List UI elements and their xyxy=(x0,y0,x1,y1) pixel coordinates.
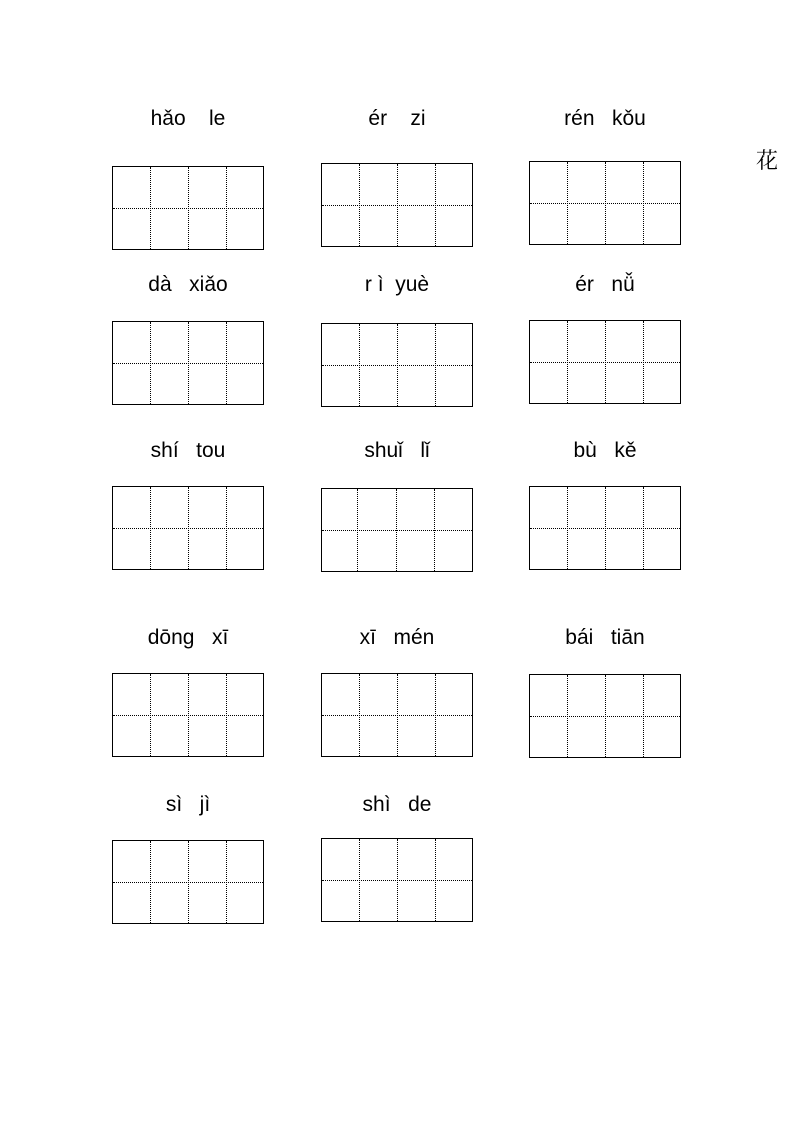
pinyin-label: ér zi xyxy=(368,107,426,130)
grid-horizontal-divider xyxy=(113,363,263,364)
grid-horizontal-divider xyxy=(113,882,263,883)
grid-horizontal-divider xyxy=(322,715,472,716)
writing-grid[interactable] xyxy=(321,488,473,572)
writing-grid[interactable] xyxy=(321,673,473,757)
grid-horizontal-divider xyxy=(530,716,680,717)
grid-horizontal-divider xyxy=(322,880,472,881)
side-character: 花 xyxy=(756,149,779,174)
grid-horizontal-divider xyxy=(530,203,680,204)
grid-horizontal-divider xyxy=(113,208,263,209)
grid-horizontal-divider xyxy=(322,530,472,531)
grid-horizontal-divider xyxy=(530,362,680,363)
grid-horizontal-divider xyxy=(322,365,472,366)
pinyin-label: hǎo le xyxy=(150,107,226,130)
writing-grid[interactable] xyxy=(112,840,264,924)
writing-grid[interactable] xyxy=(112,166,264,250)
pinyin-label: bù kě xyxy=(573,439,637,462)
grid-horizontal-divider xyxy=(113,715,263,716)
writing-grid[interactable] xyxy=(112,486,264,570)
grid-horizontal-divider xyxy=(530,528,680,529)
pinyin-label: dōng xī xyxy=(147,626,229,649)
writing-grid[interactable] xyxy=(529,161,681,245)
writing-grid[interactable] xyxy=(529,486,681,570)
pinyin-label: dà xiǎo xyxy=(148,273,228,296)
pinyin-label: xī mén xyxy=(359,626,435,649)
pinyin-label: sì jì xyxy=(165,793,211,816)
pinyin-label: shì de xyxy=(362,793,432,816)
pinyin-label: ér nǚ xyxy=(575,273,635,296)
grid-horizontal-divider xyxy=(322,205,472,206)
pinyin-label: shuǐ lǐ xyxy=(364,439,430,462)
writing-grid[interactable] xyxy=(529,320,681,404)
pinyin-label: rén kǒu xyxy=(564,107,646,130)
grid-horizontal-divider xyxy=(113,528,263,529)
writing-grid[interactable] xyxy=(112,321,264,405)
pinyin-label: bái tiān xyxy=(565,626,645,649)
writing-grid[interactable] xyxy=(321,163,473,247)
writing-grid[interactable] xyxy=(321,838,473,922)
writing-grid[interactable] xyxy=(112,673,264,757)
pinyin-label: r ì yuè xyxy=(364,273,430,296)
pinyin-label: shí tou xyxy=(150,439,226,462)
writing-grid[interactable] xyxy=(321,323,473,407)
writing-grid[interactable] xyxy=(529,674,681,758)
